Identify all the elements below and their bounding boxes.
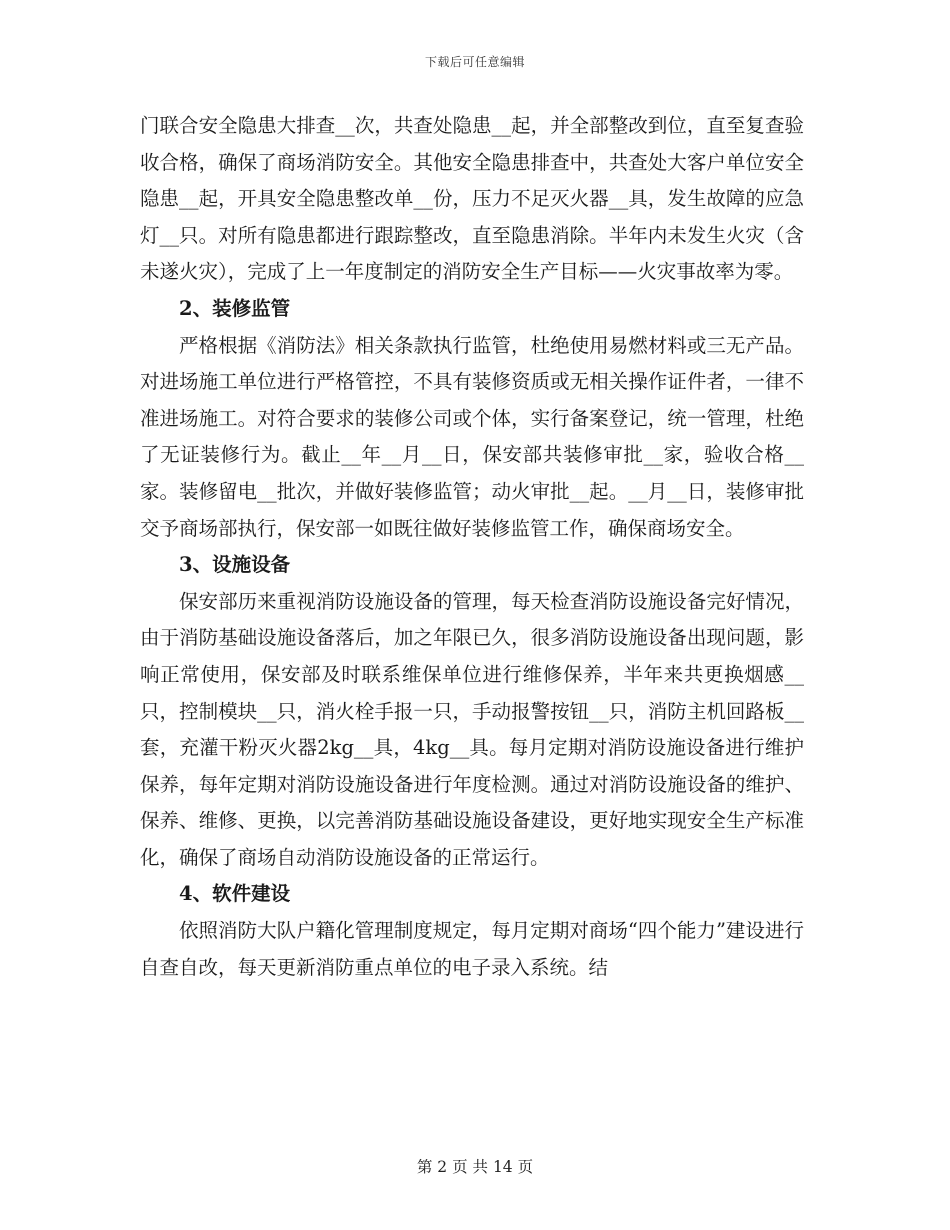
page-number: 第 2 页 共 14 页	[416, 1158, 534, 1176]
paragraph-hazard-inspection: 门联合安全隐患大排查__次，共查处隐患__起，并全部整改到位，直至复查验收合格，确保了商场消防安全。其他安全隐患排查中，共查处大客户单位安全隐患__起，开具安全隐患整改单__份，压力不足灭火器__具，发生故障的应急灯__只。对所有隐患都进行跟踪整改，直至隐患消除。半年内未发生火灾（含未遂火灾），完成了上一年度制定的消防安全生产目标——火灾事故率为零。	[140, 114, 804, 284]
page-header: 下载后可任意编辑	[424, 55, 525, 69]
document-body	[140, 108, 804, 986]
section-heading-facilities: 3、设施设备	[179, 553, 291, 577]
section-heading-renovation: 2、装修监管	[179, 296, 291, 320]
paragraph-renovation: 严格根据《消防法》相关条款执行监管，杜绝使用易燃材料或三无产品。对进场施工单位进行严格管控，不具有装修资质或无相关操作证件者，一律不准进场施工。对符合要求的装修公司或个体，实行备案登记，统一管理，杜绝了无证装修行为。截止__年__月__日，保安部共装修审批__家，验收合格__家。装修留电__批次，并做好装修监管；动火审批__起。__月__日，装修审批交予商场部执行，保安部一如既往做好装修监管工作，确保商场安全。	[140, 333, 804, 540]
section-heading-software: 4、软件建设	[179, 882, 291, 906]
paragraph-facilities: 保安部历来重视消防设施设备的管理，每天检查消防设施设备完好情况，由于消防基础设施设备落后，加之年限已久，很多消防设施设备出现问题，影响正常使用，保安部及时联系维保单位进行维修保养，半年来共更换烟感__只，控制模块__只，消火栓手报一只，手动报警按钮__只，消防主机回路板__套，充灌干粉灭火器2kg__具，4kg__具。每月定期对消防设施设备进行维护保养，每年定期对消防设施设备进行年度检测。通过对消防设施设备的维护、保养、维修、更换，以完善消防基础设施设备建设，更好地实现安全生产标准化，确保了商场自动消防设施设备的正常运行。	[140, 589, 804, 869]
paragraph-software: 依照消防大队户籍化管理制度规定，每月定期对商场“四个能力”建设进行自查自改，每天更新消防重点单位的电子录入系统。结	[140, 919, 804, 979]
